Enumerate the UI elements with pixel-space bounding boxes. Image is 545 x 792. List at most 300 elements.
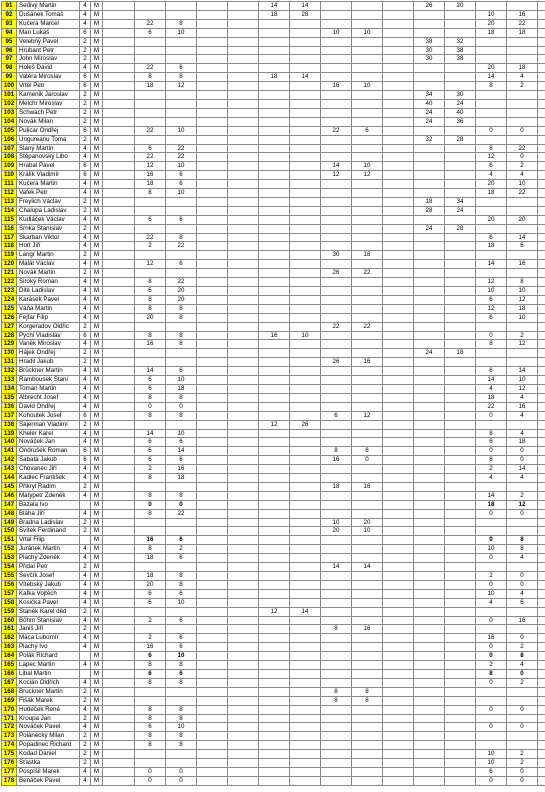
rank-cell: 108: [2, 153, 17, 162]
table-row: [2, 37, 545, 46]
score-cell: 4: [507, 474, 538, 483]
score-cell: [321, 376, 352, 385]
score-cell: [259, 117, 290, 126]
score-cell: [166, 251, 197, 260]
score-cell: [321, 741, 352, 750]
score-cell: 8: [135, 545, 166, 554]
score-cell: [197, 527, 228, 536]
rank-cell: 140: [2, 438, 17, 447]
score-cell: 4: [507, 589, 538, 598]
score-cell: 0: [166, 776, 197, 785]
score-cell: 18: [476, 189, 507, 198]
score-cell: [290, 563, 321, 572]
score-cell: [103, 28, 135, 37]
score-cell: [352, 215, 383, 224]
score-cell: [290, 776, 321, 785]
score-cell: [197, 723, 228, 732]
score-cell: [103, 741, 135, 750]
count-cell: 2: [80, 197, 91, 206]
score-cell: [507, 741, 538, 750]
score-cell: [166, 687, 197, 696]
name-cell: Plachý Ivo: [17, 643, 80, 652]
score-cell: [290, 171, 321, 180]
name-cell: Králík Vladimír: [17, 171, 80, 180]
score-cell: [290, 652, 321, 661]
score-cell: [352, 669, 383, 678]
score-cell: 0: [476, 331, 507, 340]
score-cell: [290, 429, 321, 438]
score-cell: [445, 340, 476, 349]
score-cell: [228, 732, 259, 741]
score-cell: [352, 732, 383, 741]
score-cell: 6: [135, 384, 166, 393]
score-cell: [290, 153, 321, 162]
score-cell: [507, 696, 538, 705]
score-cell: [103, 117, 135, 126]
score-cell: [259, 358, 290, 367]
score-cell: [507, 99, 538, 108]
score-cell: [103, 313, 135, 322]
score-cell: 6: [135, 652, 166, 661]
score-cell: 16: [507, 402, 538, 411]
score-cell: [383, 322, 414, 331]
score-cell: 6: [476, 233, 507, 242]
score-cell: [197, 37, 228, 46]
name-cell: Ondrušek Roman: [17, 447, 80, 456]
score-cell: [197, 384, 228, 393]
score-cell: 6: [476, 767, 507, 776]
score-cell: [321, 750, 352, 759]
score-cell: [383, 750, 414, 759]
score-cell: [538, 331, 545, 340]
name-cell: Vatěra Miroslav: [17, 73, 80, 82]
score-cell: [166, 759, 197, 768]
score-cell: [197, 197, 228, 206]
score-cell: 8: [135, 741, 166, 750]
score-cell: [383, 376, 414, 385]
score-cell: [228, 572, 259, 581]
score-cell: [135, 117, 166, 126]
score-cell: 10: [166, 162, 197, 171]
score-cell: [383, 180, 414, 189]
score-cell: [321, 714, 352, 723]
score-cell: [538, 180, 545, 189]
score-cell: 24: [414, 349, 445, 358]
score-cell: [290, 634, 321, 643]
gender-cell: M: [91, 46, 103, 55]
score-cell: [166, 206, 197, 215]
score-cell: 16: [135, 643, 166, 652]
score-cell: [538, 420, 545, 429]
table-row: [2, 180, 545, 189]
score-cell: [103, 732, 135, 741]
score-cell: 16: [352, 482, 383, 491]
rank-cell: 142: [2, 456, 17, 465]
count-cell: 2: [80, 759, 91, 768]
score-cell: [445, 304, 476, 313]
score-cell: [166, 55, 197, 64]
score-cell: [103, 767, 135, 776]
rank-cell: 141: [2, 447, 17, 456]
score-cell: [414, 652, 445, 661]
score-cell: [414, 144, 445, 153]
score-cell: [414, 750, 445, 759]
score-cell: 10: [321, 28, 352, 37]
count-cell: 6: [80, 162, 91, 171]
name-cell: Hudeček René: [17, 705, 80, 714]
score-cell: [352, 206, 383, 215]
score-cell: [259, 545, 290, 554]
score-cell: [197, 429, 228, 438]
score-cell: [290, 643, 321, 652]
rank-cell: 114: [2, 206, 17, 215]
score-cell: [476, 46, 507, 55]
score-cell: [259, 661, 290, 670]
score-cell: [103, 518, 135, 527]
score-cell: [383, 482, 414, 491]
score-cell: [103, 411, 135, 420]
score-cell: 6: [135, 28, 166, 37]
score-cell: [321, 37, 352, 46]
score-cell: [103, 705, 135, 714]
score-cell: [290, 759, 321, 768]
score-cell: [476, 482, 507, 491]
score-cell: 16: [135, 171, 166, 180]
score-cell: [445, 750, 476, 759]
score-cell: 8: [166, 331, 197, 340]
score-cell: 6: [476, 313, 507, 322]
score-cell: [538, 126, 545, 135]
score-cell: 8: [166, 313, 197, 322]
gender-cell: M: [91, 580, 103, 589]
gender-cell: M: [91, 669, 103, 678]
gender-cell: M: [91, 73, 103, 82]
score-cell: [290, 714, 321, 723]
score-cell: [383, 563, 414, 572]
score-cell: [197, 287, 228, 296]
score-cell: [383, 91, 414, 100]
score-cell: [259, 135, 290, 144]
score-cell: [228, 269, 259, 278]
score-cell: 8: [135, 705, 166, 714]
score-cell: [507, 358, 538, 367]
name-cell: Slaný Martin: [17, 144, 80, 153]
score-cell: [352, 750, 383, 759]
table-row: [2, 2, 545, 11]
score-cell: 2: [507, 82, 538, 91]
rank-cell: 176: [2, 759, 17, 768]
score-cell: [445, 10, 476, 19]
score-cell: [445, 678, 476, 687]
count-cell: 4: [80, 384, 91, 393]
score-cell: [103, 91, 135, 100]
score-cell: 12: [476, 278, 507, 287]
score-cell: [445, 233, 476, 242]
score-cell: [538, 554, 545, 563]
score-cell: [383, 215, 414, 224]
score-cell: [103, 215, 135, 224]
score-cell: 28: [445, 224, 476, 233]
score-cell: [197, 776, 228, 785]
name-cell: Janiš Jiří: [17, 625, 80, 634]
score-cell: [414, 269, 445, 278]
score-cell: [259, 304, 290, 313]
name-cell: Štěpanovský Libo: [17, 153, 80, 162]
score-cell: 0: [166, 767, 197, 776]
score-cell: [290, 251, 321, 260]
score-cell: [445, 358, 476, 367]
score-cell: [414, 474, 445, 483]
gender-cell: M: [91, 429, 103, 438]
count-cell: 6: [80, 28, 91, 37]
count-cell: 2: [80, 117, 91, 126]
score-cell: [103, 331, 135, 340]
score-cell: [103, 447, 135, 456]
name-cell: Fišák Marek: [17, 696, 80, 705]
score-cell: [352, 153, 383, 162]
score-cell: [321, 19, 352, 28]
score-cell: [445, 607, 476, 616]
score-cell: [352, 331, 383, 340]
score-cell: [290, 465, 321, 474]
score-cell: 6: [135, 723, 166, 732]
score-cell: 14: [476, 73, 507, 82]
score-cell: 30: [445, 91, 476, 100]
score-cell: [321, 438, 352, 447]
score-cell: 10: [476, 759, 507, 768]
score-cell: 22: [135, 233, 166, 242]
score-cell: [228, 295, 259, 304]
score-cell: [383, 197, 414, 206]
score-cell: [352, 197, 383, 206]
gender-cell: M: [91, 536, 103, 545]
score-cell: [197, 233, 228, 242]
score-cell: [414, 776, 445, 785]
score-cell: [321, 304, 352, 313]
score-cell: [197, 260, 228, 269]
score-cell: [476, 269, 507, 278]
score-cell: [383, 589, 414, 598]
rank-cell: 113: [2, 197, 17, 206]
score-cell: [228, 171, 259, 180]
score-cell: [352, 64, 383, 73]
score-cell: [103, 189, 135, 198]
score-cell: [259, 652, 290, 661]
score-cell: [321, 572, 352, 581]
score-cell: [383, 171, 414, 180]
score-cell: [321, 465, 352, 474]
score-cell: [507, 197, 538, 206]
score-cell: [290, 545, 321, 554]
name-cell: Holeš David: [17, 64, 80, 73]
score-cell: 18: [259, 10, 290, 19]
score-cell: [321, 108, 352, 117]
score-cell: 0: [476, 580, 507, 589]
score-cell: [445, 509, 476, 518]
count-cell: 2: [80, 99, 91, 108]
score-cell: 38: [414, 37, 445, 46]
score-cell: [383, 126, 414, 135]
score-cell: [352, 652, 383, 661]
score-cell: [321, 607, 352, 616]
score-cell: [103, 634, 135, 643]
rank-cell: 134: [2, 384, 17, 393]
score-cell: [383, 643, 414, 652]
table-row: [2, 456, 545, 465]
score-cell: [103, 491, 135, 500]
score-cell: [352, 135, 383, 144]
gender-cell: M: [91, 349, 103, 358]
score-cell: [228, 19, 259, 28]
score-cell: 26: [414, 2, 445, 11]
score-cell: [321, 491, 352, 500]
score-cell: [166, 563, 197, 572]
gender-cell: M: [91, 278, 103, 287]
rank-cell: 178: [2, 776, 17, 785]
score-cell: [290, 340, 321, 349]
name-cell: Vafek Petr: [17, 189, 80, 198]
score-cell: [321, 278, 352, 287]
score-cell: 12: [476, 153, 507, 162]
gender-cell: M: [91, 420, 103, 429]
score-cell: [135, 2, 166, 11]
score-cell: 6: [476, 162, 507, 171]
table-row: [2, 91, 545, 100]
table-row: [2, 269, 545, 278]
score-cell: [414, 411, 445, 420]
score-cell: [507, 420, 538, 429]
score-cell: [259, 19, 290, 28]
table-row: [2, 349, 545, 358]
score-cell: [103, 82, 135, 91]
score-cell: 4: [507, 411, 538, 420]
score-cell: [290, 91, 321, 100]
score-cell: [166, 482, 197, 491]
gender-cell: M: [91, 545, 103, 554]
score-cell: [228, 696, 259, 705]
name-cell: Polák Richard: [17, 652, 80, 661]
score-cell: 24: [414, 117, 445, 126]
score-cell: [321, 705, 352, 714]
count-cell: 4: [80, 678, 91, 687]
score-cell: [445, 162, 476, 171]
score-cell: [538, 135, 545, 144]
score-cell: [414, 447, 445, 456]
score-cell: [476, 224, 507, 233]
table-row: [2, 669, 545, 678]
score-cell: 12: [476, 304, 507, 313]
gender-cell: M: [91, 696, 103, 705]
score-cell: [383, 580, 414, 589]
score-cell: [197, 589, 228, 598]
score-cell: [197, 661, 228, 670]
score-cell: [166, 625, 197, 634]
score-cell: 12: [259, 420, 290, 429]
count-cell: 4: [80, 215, 91, 224]
score-cell: 8: [135, 189, 166, 198]
score-cell: [538, 625, 545, 634]
score-cell: [135, 269, 166, 278]
score-cell: [445, 278, 476, 287]
score-cell: 0: [507, 456, 538, 465]
count-cell: 2: [80, 224, 91, 233]
score-cell: [538, 723, 545, 732]
score-cell: 34: [445, 197, 476, 206]
score-cell: [259, 723, 290, 732]
score-cell: [383, 545, 414, 554]
gender-cell: M: [91, 482, 103, 491]
gender-cell: M: [91, 411, 103, 420]
score-cell: [197, 643, 228, 652]
score-cell: 2: [507, 759, 538, 768]
score-cell: [290, 242, 321, 251]
rank-cell: 93: [2, 19, 17, 28]
score-cell: 10: [352, 162, 383, 171]
score-cell: [383, 295, 414, 304]
score-cell: [259, 776, 290, 785]
score-cell: [321, 554, 352, 563]
score-cell: [228, 518, 259, 527]
rank-cell: 166: [2, 669, 17, 678]
score-cell: [476, 696, 507, 705]
score-cell: [414, 661, 445, 670]
score-cell: [383, 767, 414, 776]
score-cell: [476, 625, 507, 634]
score-cell: [507, 206, 538, 215]
score-cell: [259, 500, 290, 509]
score-cell: 0: [476, 616, 507, 625]
score-cell: 6: [166, 438, 197, 447]
name-cell: Chalupa Ladislav: [17, 206, 80, 215]
count-cell: 4: [80, 153, 91, 162]
score-cell: [259, 438, 290, 447]
score-cell: [538, 162, 545, 171]
score-cell: 28: [445, 135, 476, 144]
score-cell: [352, 678, 383, 687]
score-cell: [166, 269, 197, 278]
score-cell: [414, 705, 445, 714]
score-cell: [383, 696, 414, 705]
score-cell: 8: [352, 447, 383, 456]
score-cell: [259, 37, 290, 46]
score-cell: [228, 304, 259, 313]
score-cell: [197, 687, 228, 696]
score-cell: 10: [476, 589, 507, 598]
score-cell: [414, 500, 445, 509]
score-cell: [228, 233, 259, 242]
score-cell: 30: [414, 55, 445, 64]
name-cell: Korgeradov Oldřic: [17, 322, 80, 331]
score-cell: 14: [290, 607, 321, 616]
score-cell: [103, 545, 135, 554]
gender-cell: M: [91, 589, 103, 598]
score-cell: 4: [476, 474, 507, 483]
score-cell: [103, 509, 135, 518]
rank-cell: 158: [2, 598, 17, 607]
rank-cell: 161: [2, 625, 17, 634]
score-cell: 14: [476, 376, 507, 385]
score-cell: [445, 580, 476, 589]
count-cell: 2: [80, 518, 91, 527]
score-cell: [383, 634, 414, 643]
score-cell: [259, 162, 290, 171]
score-cell: [290, 411, 321, 420]
score-cell: 4: [507, 73, 538, 82]
score-cell: 0: [507, 705, 538, 714]
score-cell: [103, 393, 135, 402]
score-cell: 16: [321, 82, 352, 91]
name-cell: Novák Martin: [17, 269, 80, 278]
